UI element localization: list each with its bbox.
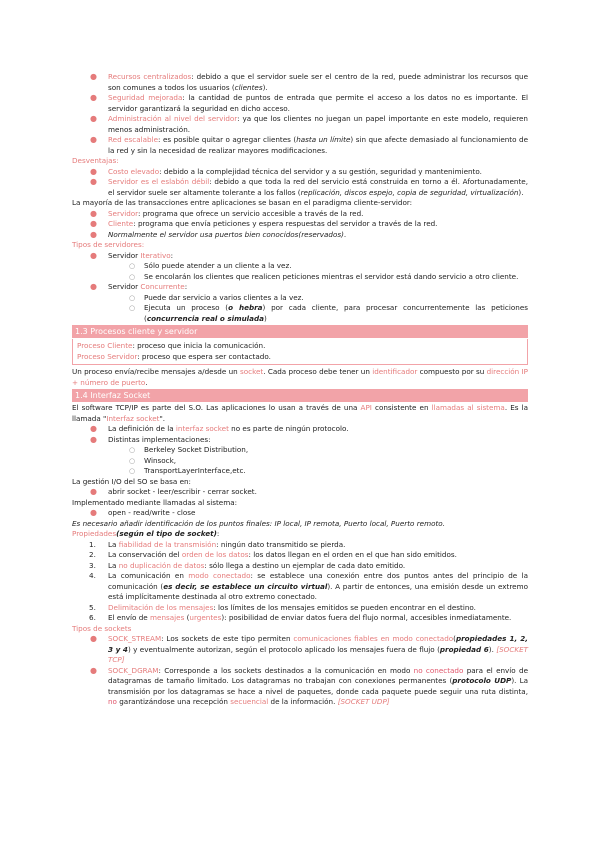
numbered-item	[72, 571, 528, 603]
bullet-icon: ●	[90, 424, 97, 433]
item-text-end: )	[264, 313, 267, 323]
para-text: consistente en	[371, 403, 432, 412]
item-text: : la cantidad de puntos de entrada que permite el acceso a los datos no es importante. El servidor garantizará la seguridad en dicho acceso.	[108, 93, 528, 113]
item-text: Distintas implementaciones:	[108, 434, 211, 444]
item-number: 5.	[89, 602, 96, 612]
bullet-icon: ●	[90, 114, 97, 123]
term: Servidor es el eslabón débil	[108, 177, 210, 186]
item-text: (	[184, 613, 190, 622]
item-text-end: ) sin que afecte demasiado al funcionamiento de la red y sin la necesidad de realizar mayores modificaciones.	[108, 135, 528, 155]
box-line	[77, 341, 523, 352]
document-body	[72, 72, 528, 708]
item-emphasis: es decir, se establece un circuito virtual	[163, 581, 328, 591]
box-line	[77, 352, 523, 363]
propiedades-heading	[72, 529, 528, 540]
item-text: : ya que los clientes no juegan un papel importante en este modelo, requieren menos administración.	[108, 114, 528, 134]
socket-paragraph	[72, 403, 528, 424]
numbered-item	[72, 603, 528, 614]
para-text: El software TCP/IP es parte del S.O. Las aplicaciones lo usan a través de una	[72, 403, 361, 412]
item-text: : Corresponde a los sockets destinados a la comunicación en modo	[158, 665, 414, 675]
bullet-icon: ●	[90, 508, 97, 517]
list-item	[72, 93, 528, 114]
item-text: : debido a la complejidad técnica del servidor y a su gestión, seguridad y mantenimiento.	[159, 166, 482, 176]
item-text: La definición de la	[108, 424, 176, 433]
heading-emphasis: (según el tipo de socket)	[116, 529, 217, 538]
item-number: 2.	[89, 550, 96, 559]
list-item	[72, 230, 528, 241]
term: modo conectado	[188, 571, 251, 580]
item-emphasis: Normalmente el servidor usa puertos bien conocidos(reservados)	[108, 229, 344, 239]
item-number: 3.	[89, 560, 96, 570]
bullet-icon: ●	[90, 434, 97, 444]
item-text: Se encolarán los clientes que realicen peticiones mientras el servidor está dando servicio a otro cliente.	[144, 271, 519, 281]
bullet-icon: ●	[90, 487, 97, 496]
item-text: : proceso que espera ser contactado.	[137, 351, 271, 361]
term: Proceso Cliente	[77, 341, 133, 350]
item-text: no es parte de ningún protocolo.	[228, 424, 349, 433]
term: Interfaz socket	[106, 413, 160, 423]
numbered-item	[72, 561, 528, 572]
para-text: compuesto por su	[417, 367, 487, 376]
term: interfaz socket	[175, 424, 229, 433]
punctuation: :	[184, 282, 188, 291]
item-text: La comunicación en	[108, 571, 189, 580]
bullet-icon: ●	[90, 208, 97, 218]
desventajas-heading: Desventajas:	[72, 156, 119, 165]
item-text: Berkeley Socket Distribution,	[144, 445, 249, 454]
list-item	[72, 251, 528, 262]
term: orden de los datos	[181, 550, 249, 559]
term: Servidor	[108, 250, 139, 260]
bullet-icon: ●	[90, 72, 97, 81]
term: no duplicación de datos	[118, 560, 205, 570]
item-text: : es posible quitar o agregar clientes (	[158, 135, 297, 144]
term: Recursos centralizados	[108, 72, 192, 81]
term: secuencial	[230, 697, 269, 706]
procesos-box	[72, 339, 528, 365]
circle-bullet-icon: ○	[129, 446, 136, 454]
heading-text: Propiedades	[72, 529, 117, 538]
term: Delimitación de los mensajes	[108, 602, 214, 612]
tipos-sockets-heading: Tipos de sockets	[72, 623, 132, 633]
socket-tag: [SOCKET UDP]	[337, 697, 390, 706]
item-text: : sólo llega a destino un ejemplar de cada dato emitido.	[204, 560, 406, 570]
item-text: Winsock,	[144, 455, 177, 465]
item-text: ): posibilidad de enviar datos fuera del flujo normal, accesibles inmediatamente.	[221, 613, 512, 622]
item-emphasis: replicación, discos espejo, copia de seguridad, virtualización	[300, 187, 519, 197]
list-item	[72, 72, 528, 93]
item-text: : programa que ofrece un servicio accesible a través de la red.	[137, 208, 364, 218]
term: comunicaciones fiables en modo conectado	[293, 634, 454, 643]
list-item	[72, 135, 528, 156]
circle-bullet-icon: ○	[129, 467, 136, 475]
term: no conectado	[413, 665, 464, 675]
para-text: ".	[159, 413, 166, 423]
term: SOCK_STREAM	[108, 634, 162, 643]
para-text: Un proceso envía/recibe mensajes a/desde un	[72, 367, 240, 376]
server-type: Iterativo	[140, 250, 171, 260]
gestion-intro: La gestión I/O del SO se basa en:	[72, 476, 191, 486]
item-text: : Los sockets de este tipo permiten	[161, 634, 294, 643]
term: socket	[240, 367, 264, 376]
punctuation: :	[216, 529, 220, 538]
term: Proceso Servidor	[77, 351, 138, 361]
list-item	[72, 508, 528, 519]
item-emphasis: propiedad 6	[439, 644, 489, 654]
item-text: Puede dar servicio a varios clientes a la vez.	[144, 292, 304, 302]
server-type: Concurrente	[140, 282, 185, 291]
item-text: abrir socket - leer/escribir - cerrar socket.	[108, 487, 257, 496]
item-text: ) y eventualmente autorizan, según el protocolo aplicado los mensajes fuera de flujo (	[127, 644, 440, 654]
item-number: 4.	[89, 571, 96, 580]
punctuation: :	[170, 250, 174, 260]
item-text: ). A partir de entonces, una emisión desde un extremo está implícitamente destinada al otro extremo conectado.	[108, 581, 528, 601]
item-text: Sólo puede atender a un cliente a la vez.	[144, 261, 292, 270]
sub-list-item	[72, 261, 528, 272]
term: Costo elevado	[108, 166, 160, 176]
item-text: (	[453, 634, 456, 643]
item-text: La conservación del	[108, 550, 182, 559]
list-item	[72, 167, 528, 178]
bullet-icon: ●	[90, 634, 97, 643]
circle-bullet-icon: ○	[129, 304, 136, 312]
item-number: 6.	[89, 613, 96, 622]
item-text: ).	[488, 644, 494, 654]
term: llamadas al sistema	[431, 403, 505, 412]
para-text: . Cada proceso debe tener un	[263, 367, 373, 376]
bullet-icon: ●	[90, 93, 97, 102]
list-item	[72, 666, 528, 708]
section-heading-1-4: 1.4 Interfaz Socket	[72, 389, 528, 402]
term: Seguridad mejorada	[108, 93, 183, 102]
term: Servidor	[108, 282, 139, 291]
item-number: 1.	[89, 539, 96, 549]
term: Administración al nivel del servidor	[108, 114, 238, 123]
list-item	[72, 487, 528, 498]
item-text-end: ).	[518, 187, 524, 197]
item-text: : los límites de los mensajes emitidos se pueden encontrar en el destino.	[213, 602, 476, 612]
item-text-end: .	[343, 229, 347, 239]
bullet-icon: ●	[90, 282, 97, 291]
term: SOCK_DGRAM	[108, 665, 159, 675]
item-text: de la información.	[268, 697, 338, 706]
item-text: : ningún dato transmitido se pierda.	[216, 539, 346, 549]
item-text: El envío de	[108, 613, 151, 622]
para-text: . Es la llamada "	[72, 403, 529, 423]
list-item	[72, 177, 528, 198]
item-emphasis: hasta un límite	[296, 135, 351, 144]
item-text: : proceso que inicia la comunicación.	[132, 341, 266, 350]
item-text-end: ).	[262, 82, 268, 92]
bullet-icon: ●	[90, 166, 97, 176]
numbered-item	[72, 540, 528, 551]
item-text: : se establece una conexión entre dos puntos antes del principio de la comunicación (	[108, 571, 528, 591]
term: urgentes	[189, 613, 222, 622]
item-emphasis: concurrencia real o simulada	[146, 313, 264, 323]
list-item	[72, 634, 528, 666]
sub-list-item	[72, 456, 528, 467]
term: no	[108, 697, 117, 706]
item-text: para el envío de datagramas de tamaño limitado. Los datagramas no trabajan con conexiones permanentes (	[108, 665, 528, 685]
item-text: ). La transmisión por los datagramas se hace a nivel de paquetes, donde cada paquete puede seguir una ruta distinta,	[108, 676, 528, 696]
item-emphasis: propiedades 1, 2, 3 y 4	[108, 634, 528, 654]
proceso-paragraph	[72, 367, 528, 388]
bullet-icon: ●	[90, 177, 97, 186]
list-item	[72, 424, 528, 435]
item-emphasis: protocolo UDP	[452, 676, 512, 685]
term: Cliente	[108, 219, 134, 228]
list-item	[72, 114, 528, 135]
circle-bullet-icon: ○	[129, 456, 136, 465]
puntos-finales-note: Es necesario añadir identificación de los puntos finales: IP local, IP remota, Puerto local, Puerto remoto.	[72, 518, 445, 528]
bullet-icon: ●	[90, 219, 97, 228]
tipos-servidores-heading: Tipos de servidores:	[72, 240, 145, 249]
bullet-icon: ●	[90, 250, 97, 260]
bullet-icon: ●	[90, 135, 97, 144]
circle-bullet-icon: ○	[129, 262, 136, 270]
item-emphasis: clientes	[234, 82, 263, 92]
term: Servidor	[108, 208, 138, 218]
circle-bullet-icon: ○	[129, 272, 136, 281]
term: fiabilidad de la transmisión	[118, 539, 217, 549]
item-text: TransportLayerInterface,etc.	[144, 466, 246, 475]
sub-list-item	[72, 272, 528, 283]
socket-tag: [SOCKET TCP]	[108, 644, 528, 664]
item-text: : los datos llegan en el orden en el que han sido emitidos.	[248, 550, 457, 559]
term: dirección IP + número de puerto	[72, 367, 528, 387]
term: Red escalable	[108, 135, 159, 144]
term: mensajes	[150, 613, 185, 622]
section-heading-1-3: 1.3 Procesos cliente y servidor	[72, 325, 528, 338]
item-text: La	[108, 560, 119, 570]
item-text: garantizándose una recepción	[116, 697, 231, 706]
circle-bullet-icon: ○	[129, 293, 136, 302]
sub-list-item	[72, 293, 528, 304]
term: API	[360, 403, 372, 412]
item-text: : debido a que toda la red del servicio está construida en torno a él. Afortunadamente, el servidor suele ser altamente tolerante a los fallos (	[108, 177, 529, 197]
sub-list-item	[72, 466, 528, 477]
item-text: ) por cada cliente, para procesar concurrentemente las peticiones (	[144, 303, 528, 323]
item-text: La	[108, 539, 119, 549]
item-text: : programa que envía peticiones y espera respuestas del servidor a través de la red.	[133, 219, 438, 228]
sub-list-item	[72, 303, 528, 324]
list-item	[72, 219, 528, 230]
numbered-item	[72, 613, 528, 624]
item-text: Ejecuta un proceso (	[144, 303, 229, 312]
list-item	[72, 435, 528, 446]
sub-list-item	[72, 445, 528, 456]
numbered-item	[72, 550, 528, 561]
bullet-icon: ●	[90, 229, 97, 239]
item-text: open - read/write - close	[108, 508, 196, 517]
list-item	[72, 209, 528, 220]
llamadas-intro: Implementado mediante llamadas al sistema:	[72, 497, 238, 507]
item-text: : debido a que el servidor suele ser el centro de la red, puede administrar los recursos que son comunes a todos los usuarios (	[108, 72, 529, 92]
term: identificador	[372, 367, 418, 376]
item-emphasis: o hebra	[228, 303, 263, 312]
para-text: .	[145, 377, 148, 387]
bullet-icon: ●	[90, 665, 97, 675]
paradigma-intro: La mayoría de las transacciones entre aplicaciones se basan en el paradigma cliente-servidor:	[72, 198, 413, 207]
list-item	[72, 282, 528, 293]
